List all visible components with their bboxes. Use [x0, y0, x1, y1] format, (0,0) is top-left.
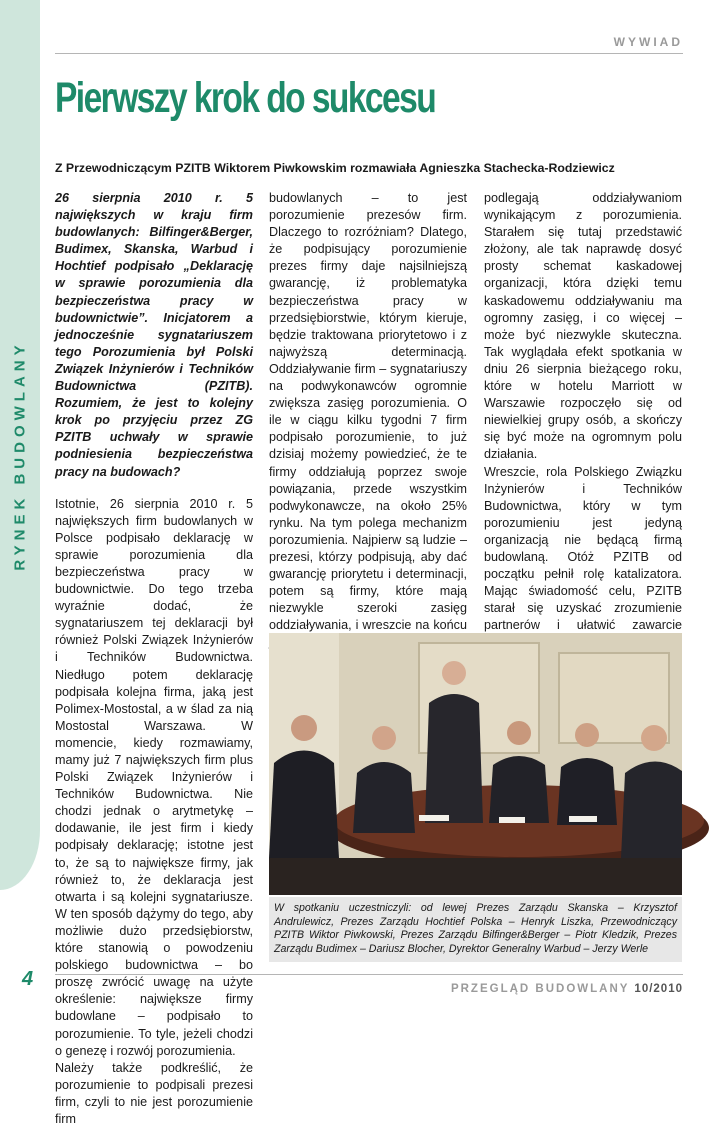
photo-caption: W spotkaniu uczestniczyli: od lewej Prezes Zarządu Skanska – Krzysztof Andrulewicz, Prezes Zarządu Hochtief Polska – Henryk Liszka, Przewodniczący PZITB Wiktor Piwkowski, Prezes Zarządu Bilfinger&Berger – Piotr Kledzik, Prezes Zarządu Budimex – Dariusz Blocher, Dyrektor Generalny Warbud – Jerzy Werle: [269, 897, 682, 962]
answer-paragraph: Należy także podkreślić, że porozumienie to podpisali prezesi firm, czyli to nie jest porozumienie firm: [55, 1060, 253, 1126]
photo-document: [569, 816, 597, 822]
meeting-photo-illustration: [269, 633, 682, 895]
side-label-text: RYNEK BUDOWLANY: [11, 339, 29, 571]
article-column-2: [269, 190, 467, 686]
meeting-photo: [269, 633, 682, 895]
answer-paragraph: budowlanych – to jest porozumienie prezesów firm. Dlaczego to rozróżniam? Dlatego, że podpisujący porozumienie prezes firmy daje najsilniejszą gwarancję, iż problematyka bezpieczeństwa pracy w przedsiębiorstwie, którym kieruje, będzie traktowana priorytetowo i z najwyższą determinacją. Oddziaływanie firm – sygnatariuszy na podwykonawców ogromnie zwiększa zasięg porozumienia. O ile w ciągu kilku tygodni 7 firm podpisało porozumienie, to już dzisiaj możemy powiedzieć, że te firmy oddziałują poprzez swoje powiązania, przede wszystkim podwykonawcze, na około 25% rynku. Na tym polega mechanizm porozumienia. Najpierw są ludzie – prezesi, którzy podpisują, aby dać gwarancję priorytetu i determinacji, potem są firmy, które mają niezwykle szeroki zasięg oddziaływania, i wreszcie na końcu: [269, 191, 467, 633]
answer-paragraph: Wreszcie, rola Polskiego Związku Inżynierów i Techników Budownictwa, który w tym porozumieniu jest jedyną organizacją nie będącą firmą budowlaną. Otóż PZITB od początku pełnił rolę katalizatora. Mając świadomość celu, PZITB starał się uzyskać zrozumienie partnerów i ułatwić zawarcie: [484, 464, 682, 633]
magazine-title: PRZEGLĄD BUDOWLANY: [450, 983, 630, 995]
photo-document: [499, 817, 525, 823]
subheadline: Z Przewodniczącym PZITB Wiktorem Piwkowskim rozmawiała Agnieszka Stachecka-Rodziewicz: [55, 161, 615, 175]
headline: Pierwszy krok do sukcesu: [55, 74, 436, 122]
page-number: 4: [22, 968, 34, 990]
photo-document: [419, 815, 449, 821]
lead-question: 26 sierpnia 2010 r. 5 największych w kraju firm budowlanych: Bilfinger&Berger, Budimex, Skanska, Warbud i Hochtief podpisało „Deklarację w sprawie porozumienia dla bezpieczeństwa pracy w budownictwie”. Inicjatorem a jednocześnie sygnatariuszem tego Porozumienia był Polski Związek Inżynierów i Techników Budownictwa (PZITB). Rozumiem, że jest to kolejny krok po przyjęciu przez ZG PZITB uchwały w sprawie podniesienia bezpieczeństwa pracy na budowach?: [55, 191, 253, 479]
top-rule: [55, 53, 683, 54]
section-label: WYWIAD: [613, 35, 683, 49]
magazine-issue: 10/2010: [634, 983, 683, 995]
answer-paragraph: podlegają oddziaływaniom wynikającym z porozumienia. Starałem się tutaj przedstawić złożony, ale tak naprawdę dosyć prosty schemat kaskadowej organizacji, która dzięki temu kaskadowemu oddziaływaniu ma ogromny zasięg, i co więcej – może być niezwykle skuteczna. Tak wyglądała efekt spotkania w dniu 26 sierpnia bieżącego roku, które w hotelu Marriott w Warszawie rozpoczęło się od niewielkiej grupy osób, a skończy się być może na ogromnym polu działania.: [484, 191, 682, 462]
article-column-1: [55, 190, 253, 1128]
bottom-rule: [55, 974, 683, 975]
photo-floor: [269, 858, 682, 895]
magazine-footer: [451, 983, 683, 995]
answer-paragraph: Istotnie, 26 sierpnia 2010 r. 5 największych firm budowlanych w Polsce podpisało deklarację w sprawie porozumienia dla bezpieczeństwa pracy w budownictwie. Do tego trzeba wyraźnie dodać, że sygnatariuszem tej deklaracji był również Polski Związek Inżynierów i Techników Budownictwa. Niedługo potem deklarację podpisała kolejna firma, jaką jest Polimex-Mostostal, a w ślad za nią Mostostal Warszawa. W momencie, kiedy rozmawiamy, mamy już 7 największych firm plus Polski Związek Inżynierów i Techników Budownictwa. Nie chodzi jednak o arytmetykę – dodawanie, ile jest firm i kiedy podpisały deklarację; istotne jest to, że są to największe firmy, jak również to, że deklaracja jest otwarta i są kolejni sygnatariusze. W ten sposób dążymy do tego, aby możliwie dużo przedsiębiorstw, które stanowią o powodzeniu polskiego budownictwa – bo proszę zwrócić uwagę na użyte określenie: największe firmy budowlane – podpisało to porozumienie. To tyle, jeżeli chodzi o genezę i rozwój porozumienia.: [55, 496, 253, 1058]
side-label: [2, 320, 38, 590]
